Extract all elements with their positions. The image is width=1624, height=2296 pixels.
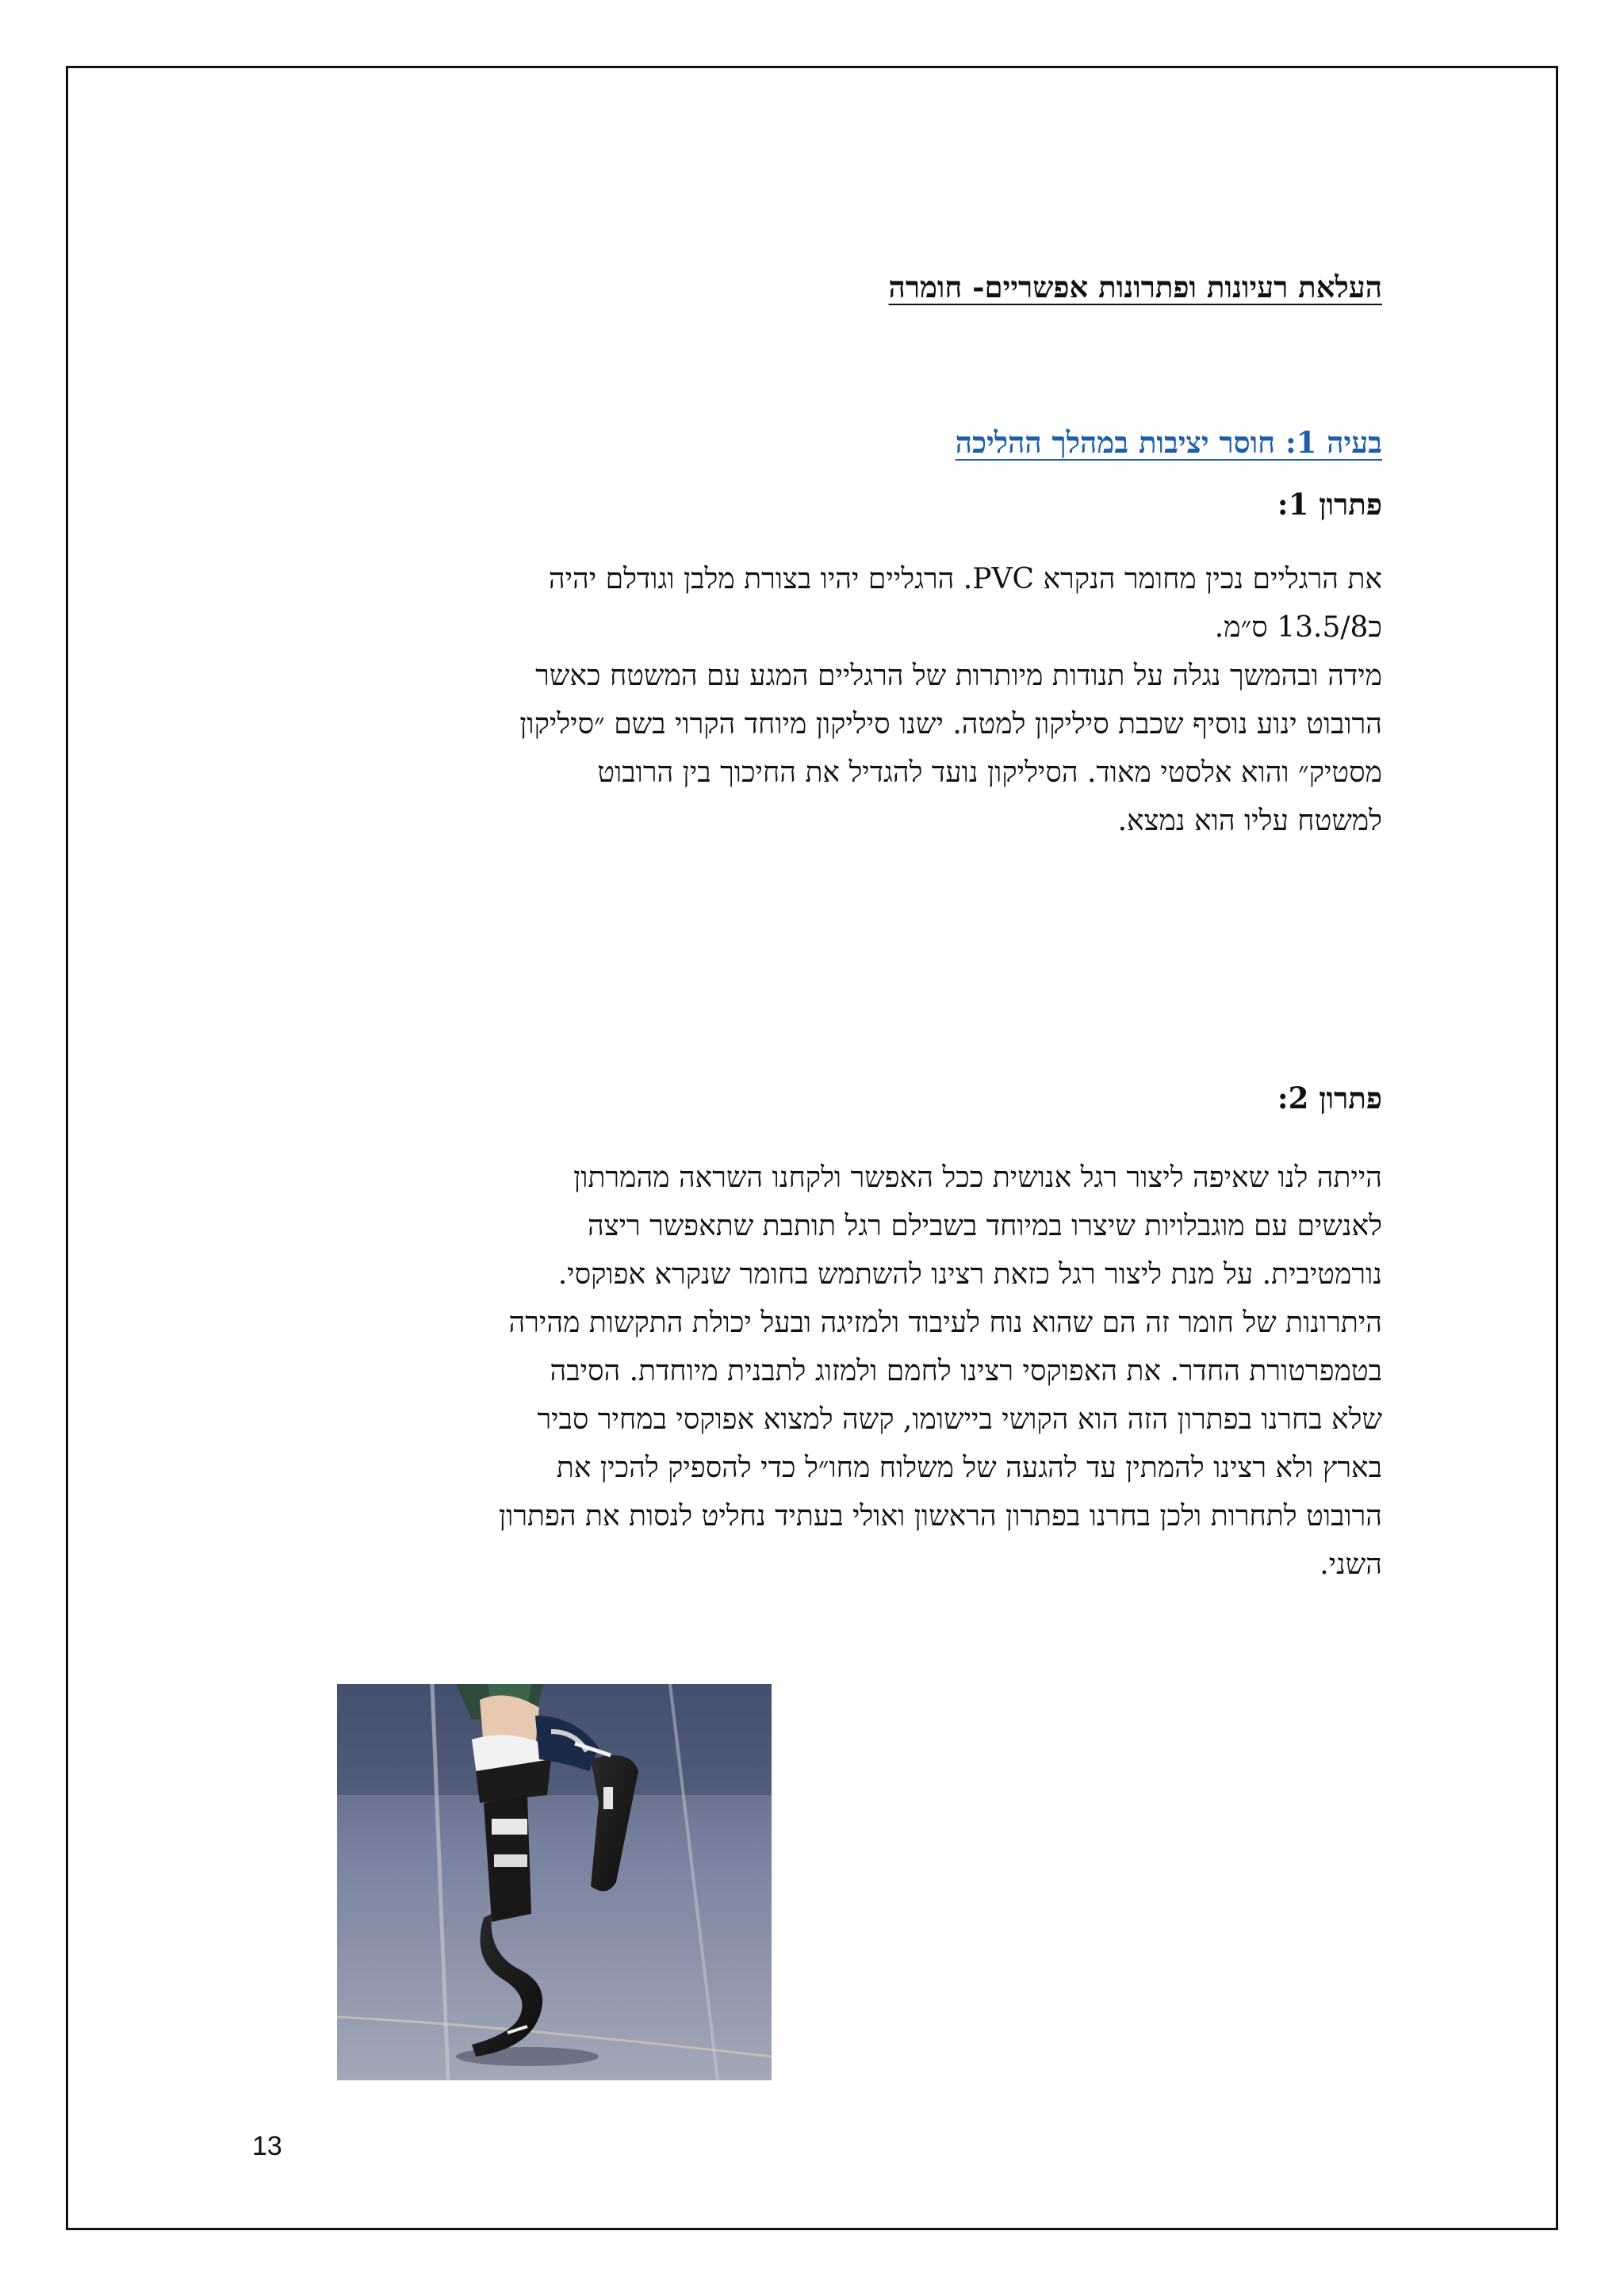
section-heading: העלאת רעיונות ופתרונות אפשריים- חומרה <box>888 270 1382 304</box>
solution-1-title: פתרון 1: <box>1277 487 1382 522</box>
paragraph-line: שלא בחרנו בפתרון הזה הוא הקושי ביישומו, קשה למצוא אפוקסי במחיר סביר <box>537 1403 1382 1436</box>
paragraph-line: מידה ובהמשך נגלה על תנודות מיותרות של הרגליים המגע עם המשטח כאשר <box>535 660 1382 692</box>
paragraph-line: כ13.5/8 ס״מ. <box>1214 611 1382 644</box>
paragraph-line: הרובוט ינוע נוסיף שכבת סיליקון למטה. ישנו סיליקון מיוחד הקרוי בשם ״סיליקון <box>519 708 1382 740</box>
paragraph-line: לאנשים עם מוגבלויות שיצרו במיוחד בשבילם רגל תותבת שתאפשר ריצה <box>588 1210 1382 1242</box>
solution-2-paragraph <box>240 1154 1382 1589</box>
problem-title: בעיה 1: חוסר יציבות במהלך ההליכה <box>955 425 1382 460</box>
page-border <box>66 66 1558 2230</box>
paragraph-line: למשטח עליו הוא נמצא. <box>1117 805 1382 837</box>
solution-2-title: פתרון 2: <box>1277 1081 1382 1115</box>
page-number: 13 <box>252 2131 282 2161</box>
paragraph-line: הרובוט לתחרות ולכן בחרנו בפתרון הראשון ואולי בעתיד נחליט לנסות את הפתרון <box>498 1500 1382 1533</box>
paragraph-line: בארץ ולא רצינו להמתין עד להגעה של משלוח מחו״ל כדי להספיק להכין את <box>556 1452 1382 1484</box>
paragraph-line: את הרגליים נכין מחומר הנקרא PVC. הרגליים יהיו בצורת מלבן וגודלם יהיה <box>548 563 1382 595</box>
paragraph-line: נורמטיבית. על מנת ליצור רגל כזאת רצינו להשתמש בחומר שנקרא אפוקסי. <box>557 1258 1382 1291</box>
solution-1-paragraph <box>240 555 1382 845</box>
paragraph-line: בטמפרטורת החדר. את האפוקסי רצינו לחמם ולמזוג לתבנית מיוחדת. הסיבה <box>550 1355 1382 1387</box>
prosthetic-leg-photo <box>337 1684 772 2080</box>
paragraph-line: השני. <box>1320 1548 1382 1581</box>
paragraph-line: מסטיק״ והוא אלסטי מאוד. הסיליקון נועד להגדיל את החיכוך בין הרובוט <box>597 756 1382 789</box>
paragraph-line: היתרונות של חומר זה הם שהוא נוח לעיבוד ולמזיגה ובעל יכולת התקשות מהירה <box>508 1307 1382 1339</box>
paragraph-line: הייתה לנו שאיפה ליצור רגל אנושית ככל האפשר ולקחנו השראה מהמרתון <box>573 1161 1382 1194</box>
